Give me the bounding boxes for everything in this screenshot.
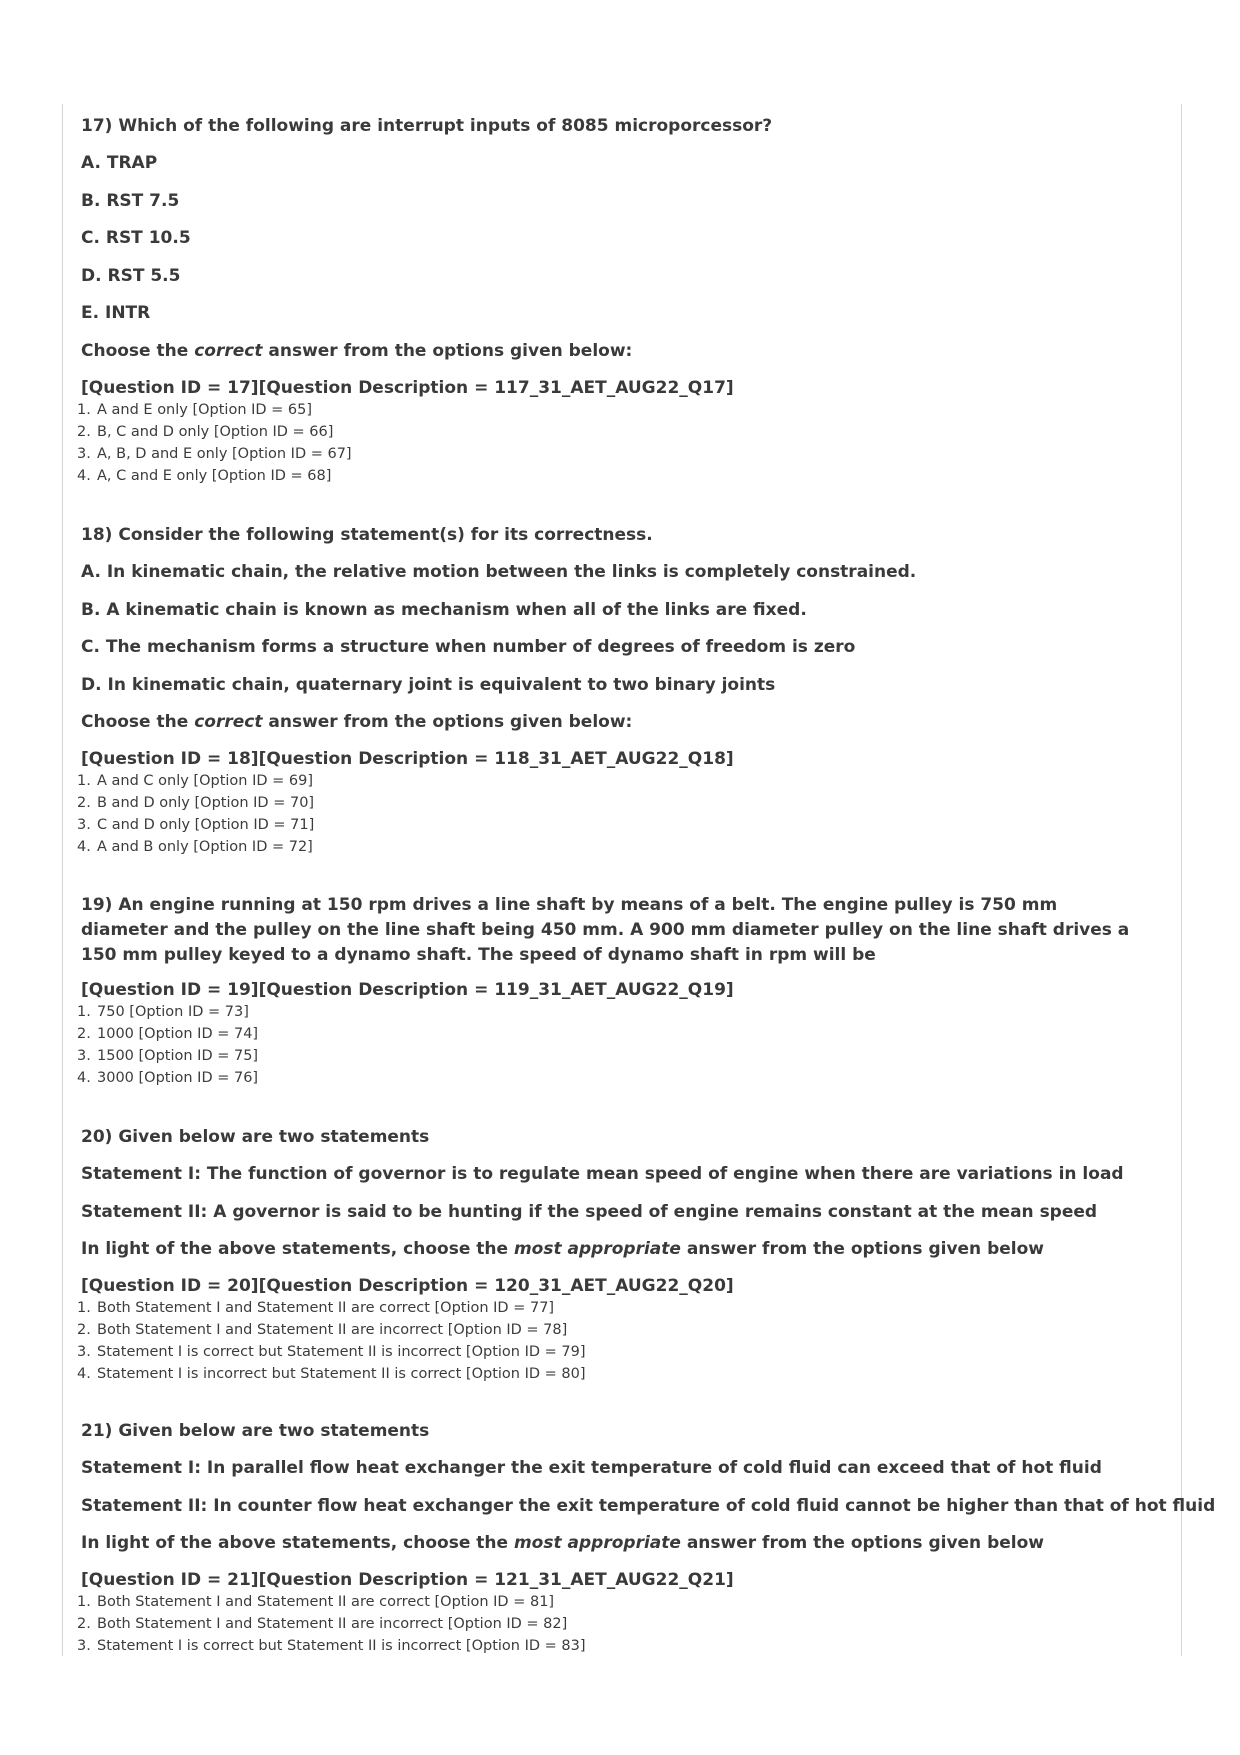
- option-item: 1. Both Statement I and Statement II are correct [Option ID = 81]: [77, 1594, 555, 1610]
- statement-2: Statement II: A governor is said to be hunting if the speed of engine remains constant at the mean speed: [81, 1202, 1098, 1222]
- option-item: 2. B, C and D only [Option ID = 66]: [77, 424, 334, 440]
- question-text: 19) An engine running at 150 rpm drives a line shaft by means of a belt. The engine pulley is 750 mm diameter and the pulley on the line shaft being 450 mm. A 900 mm diameter pulley on the line shaft drives a 150 mm pulley keyed to a dynamo shaft. The speed of dynamo shaft in rpm will be: [81, 895, 1130, 965]
- option-item: 3. C and D only [Option ID = 71]: [77, 817, 315, 833]
- question-text: 18) Consider the following statement(s) for its correctness.: [81, 525, 653, 545]
- option-item: 1. A and C only [Option ID = 69]: [77, 773, 314, 789]
- question-id: [Question ID = 19][Question Description = 119_31_AET_AUG22_Q19]: [81, 980, 734, 1000]
- statement-1: Statement I: In parallel flow heat exchanger the exit temperature of cold fluid can exceed that of hot fluid: [81, 1458, 1102, 1478]
- option-item: 2. B and D only [Option ID = 70]: [77, 795, 315, 811]
- option-item: 1. A and E only [Option ID = 65]: [77, 402, 313, 418]
- statement-a: A. In kinematic chain, the relative motion between the links is completely constrained.: [81, 562, 917, 582]
- option-item: 4. A, C and E only [Option ID = 68]: [77, 468, 332, 484]
- option-item: 3. Statement I is correct but Statement II is incorrect [Option ID = 79]: [77, 1344, 586, 1360]
- option-item: 2. Both Statement I and Statement II are incorrect [Option ID = 82]: [77, 1616, 568, 1632]
- statement-b: B. A kinematic chain is known as mechanism when all of the links are fixed.: [81, 600, 807, 620]
- option-item: 4. Statement I is incorrect but Statement II is correct [Option ID = 80]: [77, 1366, 586, 1382]
- statement-d: D. In kinematic chain, quaternary joint is equivalent to two binary joints: [81, 675, 776, 695]
- option-item: 4. A and B only [Option ID = 72]: [77, 839, 313, 855]
- option-item: 3. Statement I is correct but Statement II is incorrect [Option ID = 83]: [77, 1638, 586, 1654]
- statement-e: E. INTR: [81, 303, 151, 323]
- question-text: 20) Given below are two statements: [81, 1127, 430, 1147]
- question-id: [Question ID = 21][Question Description = 121_31_AET_AUG22_Q21]: [81, 1570, 734, 1590]
- statement-c: C. RST 10.5: [81, 228, 191, 248]
- option-item: 2. 1000 [Option ID = 74]: [77, 1026, 259, 1042]
- statement-b: B. RST 7.5: [81, 191, 180, 211]
- statement-2: Statement II: In counter flow heat exchanger the exit temperature of cold fluid cannot be higher than that of hot fluid: [81, 1496, 1216, 1516]
- statement-a: A. TRAP: [81, 153, 158, 173]
- option-item: 3. A, B, D and E only [Option ID = 67]: [77, 446, 352, 462]
- option-item: 4. 3000 [Option ID = 76]: [77, 1070, 259, 1086]
- question-id: [Question ID = 18][Question Description = 118_31_AET_AUG22_Q18]: [81, 749, 734, 769]
- instruction: Choose the correct answer from the options given below:: [81, 341, 633, 361]
- statement-d: D. RST 5.5: [81, 266, 181, 286]
- statement-c: C. The mechanism forms a structure when number of degrees of freedom is zero: [81, 637, 856, 657]
- question-id: [Question ID = 17][Question Description = 117_31_AET_AUG22_Q17]: [81, 378, 734, 398]
- instruction: In light of the above statements, choose the most appropriate answer from the options given below: [81, 1239, 1044, 1259]
- option-item: 1. Both Statement I and Statement II are correct [Option ID = 77]: [77, 1300, 555, 1316]
- option-item: 2. Both Statement I and Statement II are incorrect [Option ID = 78]: [77, 1322, 568, 1338]
- instruction: In light of the above statements, choose the most appropriate answer from the options given below: [81, 1533, 1044, 1553]
- page-frame: [62, 104, 1216, 1656]
- question-text: 21) Given below are two statements: [81, 1421, 430, 1441]
- option-item: 1. 750 [Option ID = 73]: [77, 1004, 249, 1020]
- question-id: [Question ID = 20][Question Description = 120_31_AET_AUG22_Q20]: [81, 1276, 734, 1296]
- instruction: Choose the correct answer from the options given below:: [81, 712, 633, 732]
- question-text: 17) Which of the following are interrupt inputs of 8085 microporcessor?: [81, 116, 773, 136]
- option-item: 3. 1500 [Option ID = 75]: [77, 1048, 259, 1064]
- statement-1: Statement I: The function of governor is to regulate mean speed of engine when there are variations in load: [81, 1164, 1124, 1184]
